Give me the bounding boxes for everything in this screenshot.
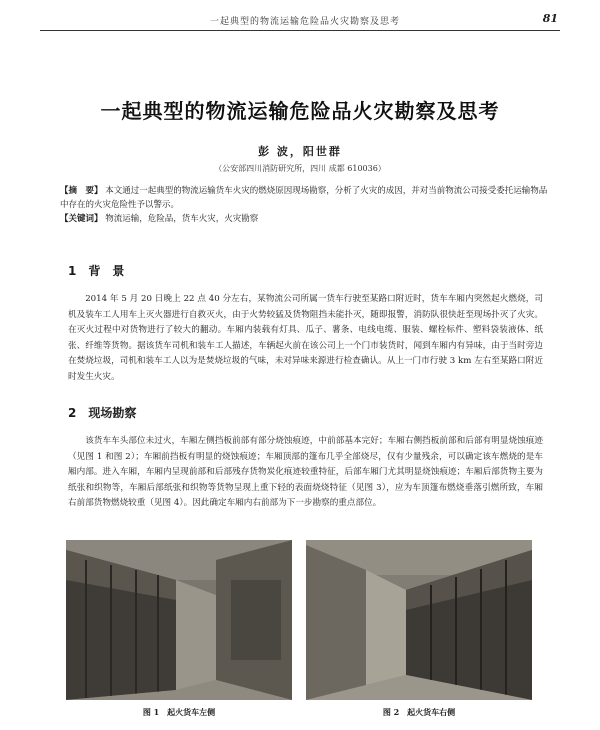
section-heading-background: 1 背 景: [68, 264, 125, 278]
section-heading-site-survey: 2 现场勘察: [68, 406, 137, 420]
article-title: 一起典型的物流运输危险品火灾勘察及思考: [100, 99, 500, 123]
figure-1-photo: [66, 540, 292, 700]
figure-1-caption: 图 1 起火货车左侧: [142, 707, 216, 717]
keywords-label: 【关键词】: [60, 214, 103, 224]
article-authors: 彭 波，阳世群: [258, 145, 342, 158]
header-rule: [40, 30, 560, 31]
section-paragraph-background: 2014 年 5 月 20 日晚上 22 点 40 分左右，某物流公司所属一货车行驶至某路口附近时，货车车厢内突然起火燃烧，司机及装车工人用车上灭火器进行自救灭火，由于火势较猛及货物阻挡未能扑灭，随即报警，消防队很快赶至现场扑灭了火灾。在灭火过程中对货物进行了较大的翻动。车厢内装载有灯具、瓜子、薯条、电线电缆、服装、螺栓标件、塑料袋装液体、纸张、纤维等货物。据该货车司机和装车工人描述，车辆起火前在该公司上一个门市装货时，闻到车厢内有异味，由于当时旁边在焚烧垃圾，司机和装车工人以为是焚烧垃圾的气味，未对异味来源进行检查确认。从上一门市行驶 3 km 左右至某路口附近时发生火灾。: [68, 294, 543, 382]
figure-2-truck-right: [306, 540, 532, 700]
abstract-block: [60, 184, 550, 226]
abstract-text: 本文通过一起典型的物流运输货车火灾的燃烧原因现场勘察，分析了火灾的成因，并对当前物流公司接受委托运输物品中存在的火灾危险性予以警示。: [60, 186, 548, 210]
keywords-text: 物流运输，危险品，货车火灾，火灾勘察: [105, 214, 259, 224]
keywords: [60, 212, 550, 226]
page-number: 81: [542, 12, 558, 25]
running-head: [40, 12, 560, 30]
figure-1-truck-left: [66, 540, 292, 700]
running-title: 一起典型的物流运输危险品火灾勘察及思考: [210, 17, 401, 27]
abstract-label: 【摘 要】: [60, 186, 103, 196]
figure-2-caption: 图 2 起火货车右侧: [382, 707, 456, 717]
section-paragraph-site-survey: 该货车车头部位未过火，车厢左侧挡板前部有部分烧蚀痕迹，中前部基本完好；车厢右侧挡板前部和后部有明显烧蚀痕迹（见图 1 和图 2）；车厢前挡板有明显的烧蚀痕迹；车厢顶部的篷布几乎全部烧尽，仅有少量残余，可以确定该车燃烧的是车厢内部。进入车厢，车厢内呈现前部和后部残存货物炭化痕迹较重特征，后部车厢门尤其明显烧蚀痕迹；车厢后部货物主要为纸张和织物等，车厢后部纸张和织物等货物呈现上重下轻的表面烧烧特征（见图 3），应为车顶篷布燃烧垂落引燃所致，车厢右前部货物燃烧较重（见图 4）。因此确定车厢内右前部为下一步勘察的重点部位。: [68, 436, 543, 509]
figure-2-photo: [306, 540, 532, 700]
article-affiliation: （公安部四川消防研究所，四川 成都 610036）: [214, 164, 386, 173]
abstract: [60, 184, 550, 212]
